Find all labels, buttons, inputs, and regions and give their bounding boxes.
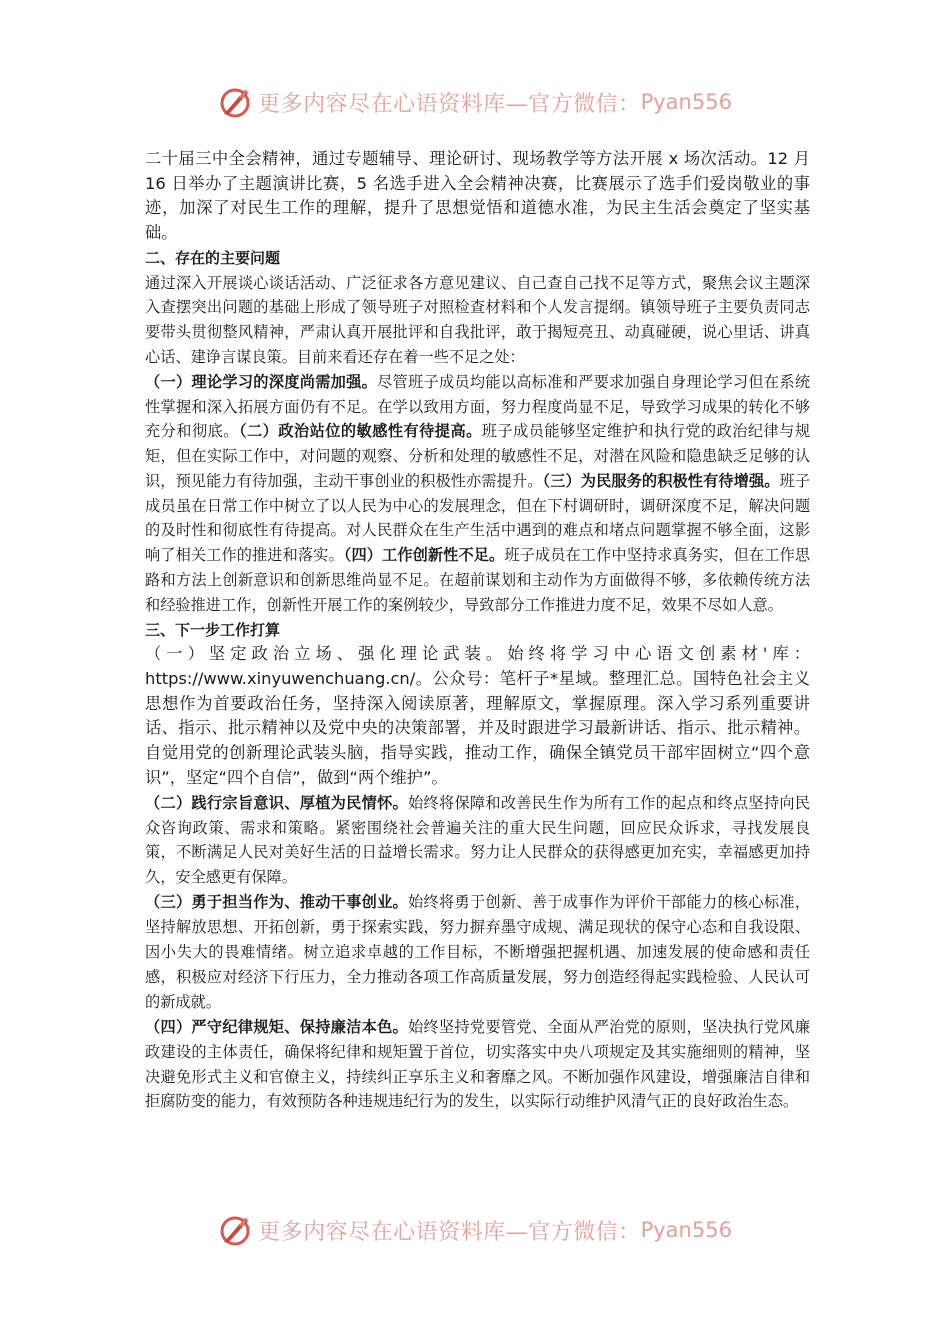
- banner-text: 更多内容尽在心语资料库—官方微信：: [258, 1219, 641, 1245]
- section1-tail-paragraph: 二十届三中全会精神，通过专题辅导、理论研讨、现场教学等方法开展 x 场次活动。12 月 16 日举办了主题演讲比赛，5 名选手进入全会精神决赛，比赛展示了选手们爱岗敬业的事迹，加深了对民生工作的理解，提升了思想觉悟和道德水准，为民主生活会奠定了坚实基础。: [145, 149, 810, 243]
- section2-problems-paragraph: [145, 370, 810, 618]
- problem1-title: （一）理论学习的深度尚需加强。: [145, 372, 378, 391]
- plan2-body: 始终将保障和改善民生作为所有工作的起点和终点坚持向民众咨询政策、需求和策略。紧密围绕社会普遍关注的重大民生问题，回应民众诉求，寻找发展良策，不断满足人民对美好生活的日益增长需求。努力让人民群众的获得感更加充实，幸福感更加持久，安全感更有保障。: [145, 793, 811, 887]
- footer-watermark-banner: [0, 1210, 950, 1250]
- banner-wechat-id: Pyan556: [640, 90, 732, 114]
- problem3-body: 班子成员虽在日常工作中树立了以人民为中心的发展理念，但在下村调研时，调研深度不足，解决问题的及时性和彻底性有待提高。对人民群众在生产生活中遇到的难点和堵点问题掌握不够全面，这影响了相关工作的推进和落实。: [145, 471, 811, 565]
- quill-logo-icon: [218, 85, 252, 119]
- problem4-body: 班子成员在工作中坚持求真务实，但在工作思路和方法上创新意识和创新思维尚显不足。在超前谋划和主动作为方面做得不够，多依赖传统方法和经验推进工作，创新性开展工作的案例较少，导致部分工作推进力度不足，效果不尽如人意。: [145, 546, 811, 614]
- problem2-title: （二）政治站位的敏感性有待提高。: [238, 422, 482, 441]
- header-watermark-banner: [0, 82, 950, 122]
- plan4-title: （四）严守纪律规矩、保持廉洁本色。: [145, 1017, 409, 1036]
- banner-text: 更多内容尽在心语资料库—官方微信：: [258, 91, 641, 117]
- plan2-paragraph: [145, 791, 810, 891]
- problem4-title: （四）工作创新性不足。: [343, 546, 505, 565]
- plan4-body: 始终坚持党要管党、全面从严治党的原则，坚决执行党风廉政建设的主体责任，确保将纪律和规矩置于首位，切实落实中央八项规定及其实施细则的精神，坚决避免形式主义和官僚主义，持续纠正享乐主义和奢靡之风。不断加强作风建设，增强廉洁自律和拒腐防变的能力，有效预防各种违规违纪行为的发生，以实际行动维护风清气正的良好政治生态。: [145, 1017, 811, 1111]
- plan3-paragraph: [145, 890, 810, 1015]
- banner-wechat-id: Pyan556: [640, 1218, 732, 1242]
- plan3-title: （三）勇于担当作为、推动干事创业。: [145, 893, 409, 912]
- plan2-title: （二）践行宗旨意识、厚植为民情怀。: [145, 793, 409, 812]
- plan3-body: 始终将勇于创新、善于成事作为评价干部能力的核心标准，坚持解放思想、开拓创新，勇于探索实践，努力摒弃墨守成规、满足现状的保守心态和自我设限、因小失大的畏难情绪。树立追求卓越的工作目标，不断增强把握机遇、加速发展的使命感和责任感，积极应对经济下行压力，全力推动各项工作高质量发展，努力创造经得起实践检验、人民认可的新成就。: [145, 893, 811, 1011]
- section3-heading: 三、下一步工作打算: [145, 620, 281, 639]
- section2-heading: 二、存在的主要问题: [145, 248, 281, 267]
- problem3-title: （三）为民服务的积极性有待增强。: [542, 471, 780, 490]
- plan1-paragraph: （一）坚定政治立场、强化理论武装。始终将学习中心语文创素材'库：https://www.xinyuwenchuang.cn/。公众号：笔杆子*星域。整理汇总。国特色社会主义思想作为首要政治任务，坚持深入阅读原著，理解原文，掌握原理。深入学习系列重要讲话、指示、批示精神以及党中央的决策部署，并及时跟进学习最新讲话、指示、批示精神。自觉用党的创新理论武装头脑，指导实践，推动工作，确保全镇党员干部牢固树立“四个意识”，坚定“四个自信”，做到“两个维护”。: [145, 644, 810, 787]
- problem1-body: 尽管班子成员均能以高标准和严要求加强自身理论学习但在系统性掌握和深入拓展方面仍有不足。在学以致用方面，努力程度尚显不足，导致学习成果的转化不够充分和彻底。: [145, 372, 811, 441]
- problem2-body: 班子成员能够坚定维护和执行党的政治纪律与规矩，但在实际工作中，对问题的观察、分析和处理的敏感性不足，对潜在风险和隐患缺乏足够的认识，预见能力有待加强，主动干事创业的积极性亦需提升。: [145, 422, 811, 490]
- quill-logo-icon: [218, 1213, 252, 1247]
- section2-intro: 通过深入开展谈心谈话活动、广泛征求各方意见建议、自己查自己找不足等方式，聚焦会议主题深入查摆突出问题的基础上形成了领导班子对照检查材料和个人发言提纲。镇领导班子主要负责同志要带头贯彻整风精神，严肃认真开展批评和自我批评，敢于揭短亮丑、动真碰硬，说心里话、讲真心话、建诤言谋良策。目前来看还存在着一些不足之处：: [145, 273, 810, 366]
- document-body: [145, 147, 810, 1114]
- plan4-paragraph: [145, 1015, 810, 1115]
